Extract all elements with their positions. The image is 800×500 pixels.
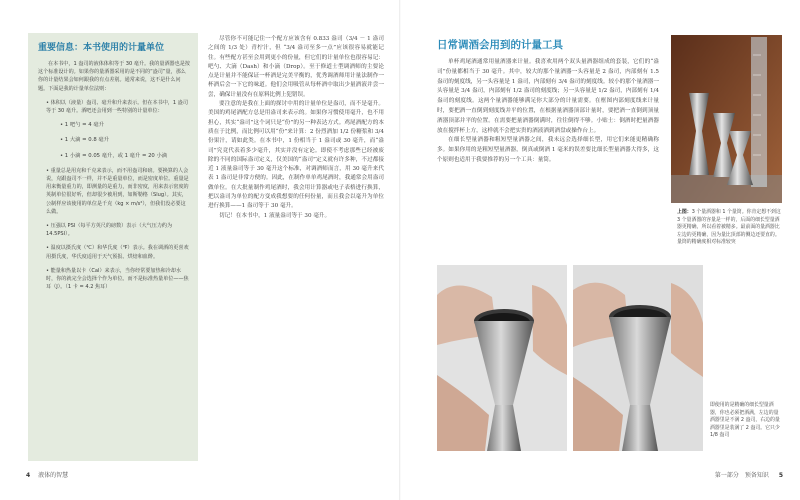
running-head: 第一部分 预备知识	[714, 472, 769, 479]
running-head: 液体的智慧	[38, 472, 69, 479]
right-body-text	[437, 58, 659, 166]
sidebar-intro: 在本书中，1 盎司的液体体积等于 30 毫升。我的量酒器也是按这个标准设计的。如果你的量酒器采用的是不同的“盎司”量，那么你的计量结果会如何跟我的有点差别。通常来说，这不是什么问题。下面是我的计量单位法则：	[38, 61, 190, 92]
sidebar-bullet-weight: • 重量总是用克和千克来表示，而不用盎司和磅。要换算的人会说，克跟盎司不一样，并不是重量单位，而是密度单位。重量是用来衡量重力的，即测量的是重力，而非密度，用来表示密度的英制单位很好听，但却很少被用到，如斯勒格（Slug）。其实，公制样应该使用的单位是千克（kg × m/s²），但我们没必要这么做。	[46, 167, 189, 215]
jiggers-photo	[671, 35, 782, 203]
body-paragraph: 尽管你不可能记住一个配方应该含有 0.833 盎司（3/4 － 1 盎司之间的 1/3 处）青柠汁，但 “3/4 盎司至多一点”应该很容易就能记住。有些配方甚至会用到更小的份量，但它们的计量单位也很容易记：吧勺、大滴（Dash）和小滴（Drop）。至于修道士型调酒师的主要论点是计量并不能保证一杯酒是完美平衡的，优秀调酒师用计量法制作一杯酒后会一下它的味道。他们会用吸管从每杯酒中取出少量酒液并尝一尝，确保计量没有在原料比例上犯错误。	[208, 36, 384, 98]
page-gutter	[399, 0, 401, 500]
body-paragraph: 要注意的是我在上面的探讨中用的计量单位是盎司，而不是毫升。美国的鸡尾酒配方总是用盎司来表示的。如果你习惯使用毫升，也不用担心，其实“盎司”这个词只是“份”的另一种表达方式。鸡尾酒配方的本质在于比例，而比例可以用“份”来计算：2 份烈酒加 1/2 份糖浆和 3/4 份果汁，请如此类。在本书中，1 份相当于 1 盎司或 30 毫升，而“盎司”究竟代表着多少毫升，其实并没有定论。即使不考虑那些已经被废除的不同的国际盎司定义，仅美国的“盎司”定义就有许多种，不过都接近 1 液量盎司等于 30 毫升这个标准，对调酒师而言，用 30 毫升来代表 1 盎司是非常方便的。因此，在制作单单鸡尾酒时，我通常会用盎司做单位。在大批量制作鸡尾酒时，我会用计算器或电子表格进行换算，把以盎司为单位的配方变成我想要的任何份量，而且我会以毫升为单位进行换算——1 盎司等于 30 毫升。	[208, 101, 384, 210]
sidebar-bullet-temperature: • 温度以摄氏度（℃）和华氏度（℉）表示。我在调酒的更喜欢用摄氏度，华氏度适用于天气预报、烘焙和血酔。	[46, 245, 189, 260]
sidebar-bullet-volume: • 体积以（液量）盎司、毫升和升来表示。但在本书中，1 盎司等于 30 毫升。酒吧还会用到一些特别的计量单位：	[46, 99, 188, 115]
jigger-photo-left	[437, 265, 567, 451]
caption-text: 3 个量酒器和 1 个量筒。你肯定想不到这 3 个量酒器的容量是一样的，后面的细长型量酒器更精确，所以看着被精多。最前面的量酒器比左边的更精确，因为量比顶部的侧边还要直的。量筒的精确度相对标准较突	[677, 209, 781, 246]
sidebar-bullet-pressure: • 压强以 PSI（每平方英尺的磅数）表示（大气压力约为 14.5PSI）。	[46, 223, 173, 238]
left-footer	[26, 470, 68, 479]
jigger-photo-right	[573, 265, 703, 451]
body-paragraph: 切记！在本书中，1 液量盎司等于 30 毫升。	[219, 212, 331, 219]
caption-label: 上图：	[677, 209, 692, 215]
page-number: 5	[778, 472, 783, 479]
sidebar-sub-unit: • 1 大滴 = 0.8 毫升	[60, 137, 109, 144]
body-paragraph: 在细长型量酒器和粗短型量酒器之间，我未远会选择细长型，用它们来能更精确称多。如果你用的是粗短型量酒器，倒真或倒酒 1 毫米的误差要比细长型量酒器大得多，这个原则也适用于我要推荐的另一个工具：量筒。	[437, 137, 659, 163]
sidebar-sub-unit: • 1 小滴 = 0.05 毫升，或 1 毫升 = 20 小滴	[60, 152, 168, 159]
section-title: 日常调酒会用到的计量工具	[437, 39, 563, 51]
top-photo-caption	[677, 209, 781, 247]
sidebar-bullet-energy: • 能量和热量以卡（Cal）来表示，当你经常要加热和冷却水时，你的就完全会选择个作为单位。而不是标准热量单位——焦耳（J）。（1 卡 = 4.2 焦耳）	[46, 267, 189, 291]
bottom-photo-caption: 即使用的是精确的细长型量酒器，你也必须把酒满，左边的量酒器里是不满 2 盎司，右边的量酒器里是装满了 2 盎司。它只少 1/8 盎司	[710, 402, 780, 439]
info-sidebar	[28, 33, 198, 461]
body-paragraph: 单杯鸡尾酒通常用量酒器来计量。我喜欢用两个双头量酒器组成的套装，它们的“盎司”份量都相当于 30 毫升。其中，较大的那个量酒器一头容量是 2 盎司，内部刻有 1.5 盎司的刻度线，另一头容量是 1 盎司，内部刻有 3/4 盎司的刻度线。较小的那个量酒器一头容量是 3/4 盎司，内部刻有 1/2 盎司的刻度线；另一头容量是 1/2 盎司，内部刻有 1/4 盎司的刻度线。这两个量酒器能够满足你大部分的计量需要。在框图内部刻度线来计量时，要把酒一直倒到刻度线并平的位置，在根据量酒器顶部计量时，要把酒一直倒到顶量酒器顶部并平的位置。在需要把量酒器倒满时，往往倒得不够。小贴士：倒酒时把量酒器放在搅拌杯上方，这样就不会把实贵的酒液洒到酒盘或操作台上。	[437, 59, 659, 134]
left-body-text	[208, 35, 384, 221]
right-footer	[715, 470, 783, 479]
page-number: 4	[26, 472, 31, 479]
sidebar-sub-unit: • 1 吧勺 = 4 毫升	[60, 122, 104, 129]
sidebar-title: 重要信息：本书使用的计量单位	[38, 43, 165, 53]
